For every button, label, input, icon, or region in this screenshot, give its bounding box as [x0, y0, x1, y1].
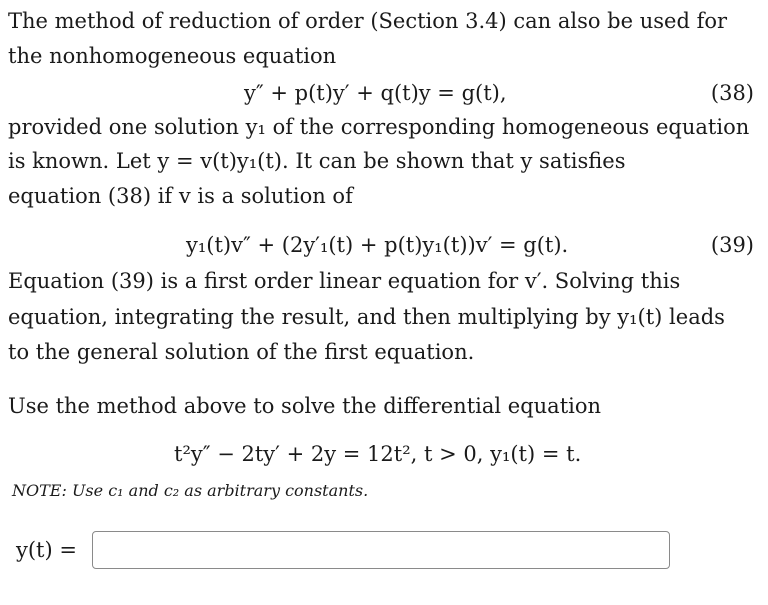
- note-text: NOTE: Use c₁ and c₂ as arbitrary constants.: [12, 481, 369, 500]
- equation-38-number: (38): [710, 81, 754, 105]
- equation-39-number: (39): [710, 233, 754, 257]
- middle-line-1: provided one solution y₁ of the corresponding homogeneous equation: [8, 115, 750, 139]
- after-line-1: Equation (39) is a first order linear equation for v′. Solving this: [8, 269, 681, 293]
- after-line-3: to the general solution of the first equation.: [8, 340, 475, 364]
- task-instruction: Use the method above to solve the differential equation: [8, 394, 602, 418]
- answer-label: y(t) =: [16, 538, 77, 562]
- after-line-2: equation, integrating the result, and then multiplying by y₁(t) leads: [8, 305, 725, 329]
- intro-line-2: the nonhomogeneous equation: [8, 44, 337, 68]
- equation-39: y₁(t)v″ + (2y′₁(t) + p(t)y₁(t))v′ = g(t).: [186, 233, 569, 257]
- equation-38: y″ + p(t)y′ + q(t)y = g(t),: [244, 81, 507, 105]
- middle-line-3: equation (38) if v is a solution of: [8, 184, 353, 208]
- intro-line-1: The method of reduction of order (Section 3.4) can also be used for: [8, 9, 728, 33]
- answer-input[interactable]: [92, 531, 670, 569]
- middle-line-2: is known. Let y = v(t)y₁(t). It can be shown that y satisfies: [8, 149, 626, 173]
- task-equation: t²y″ − 2ty′ + 2y = 12t², t > 0, y₁(t) = t.: [174, 442, 582, 466]
